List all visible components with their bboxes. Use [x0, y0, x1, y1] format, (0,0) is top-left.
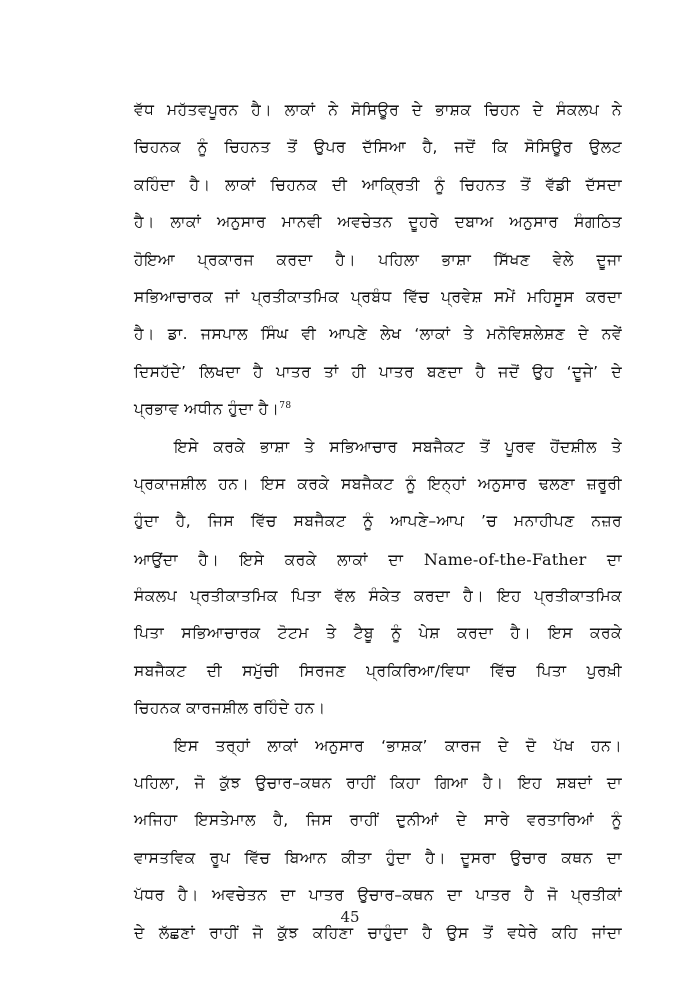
text-line: ਚਿਹਨਕ ਨੂੰ ਚਿਹਨਤ ਤੋਂ ਉਪਰ ਦੱਸਿਆ ਹੈ, ਜਦੋਂ ਕਿ ਸੋਸਿਊਰ ਉਲਟ — [134, 138, 622, 157]
text-span: ਦਾ — [606, 550, 623, 569]
text-line: ਪ੍ਰਕਾਜਸ਼ੀਲ ਹਨ। ਇਸ ਕਰਕੇ ਸਬਜੈਕਟ ਨੂੰ ਇਨ੍ਹਾਂ ਅਨੁਸਾਰ ਢਲਣਾ ਜ਼ਰੂਰੀ — [134, 474, 622, 493]
text-line: ਹੈ। ਡਾ. ਜਸਪਾਲ ਸਿੰਘ ਵੀ ਆਪਣੇ ਲੇਖ ‘ਲਾਕਾਂ ਤੇ ਮਨੋਵਿਸ਼ਲੇਸ਼ਣ ਦੇ ਨਵੇਂ — [134, 325, 622, 344]
text-span: ਆਉਂਦਾ ਹੈ। ਇਸੇ ਕਰਕੇ ਲਾਕਾਂ ਦਾ — [134, 550, 404, 569]
text-line: ਹੈ। ਲਾਕਾਂ ਅਨੁਸਾਰ ਮਾਨਵੀ ਅਵਚੇਤਨ ਦੂਹਰੇ ਦਬਾਅ ਅਨੁਸਾਰ ਸੰਗਠਿਤ — [134, 213, 622, 232]
paragraph-start-line: ਇਸੇ ਕਰਕੇ ਭਾਸ਼ਾ ਤੇ ਸਭਿਆਚਾਰ ਸਬਜੈਕਟ ਤੋਂ ਪੂਰਵ ਹੋਂਦਸ਼ੀਲ ਤੇ — [174, 437, 622, 456]
text-line: ਵਾਸਤਵਿਕ ਰੂਪ ਵਿੱਚ ਬਿਆਨ ਕੀਤਾ ਹੁੰਦਾ ਹੈ। ਦੂਸਰਾ ਉਚਾਰ ਕਥਨ ਦਾ — [134, 848, 622, 867]
text-line: ਦੇ ਲੱਛਣਾਂ ਰਾਹੀਂ ਜੋ ਕੁੱਝ ਕਹਿਣਾ ਚਾਹੁੰਦਾ ਹੈ ਉਸ ਤੋਂ ਵਧੇਰੇ ਕਹਿ ਜਾਂਦਾ — [134, 923, 622, 942]
text-line: ਪਹਿਲਾ, ਜੋ ਕੁੱਝ ਉਚਾਰ–ਕਥਨ ਰਾਹੀਂ ਕਿਹਾ ਗਿਆ ਹੈ। ਇਹ ਸ਼ਬਦਾਂ ਦਾ — [134, 774, 622, 793]
text-span: ਪ੍ਰਭਾਵ ਅਧੀਨ ਹੁੰਦਾ ਹੈ। — [134, 400, 280, 419]
text-line: ਕਹਿੰਦਾ ਹੈ। ਲਾਕਾਂ ਚਿਹਨਕ ਦੀ ਆਕ੍ਰਿਤੀ ਨੂੰ ਚਿਹਨਤ ਤੋਂ ਵੱਡੀ ਦੱਸਦਾ — [134, 175, 622, 194]
text-line: ਦਿਸਹੱਦੇ’ ਲਿਖਦਾ ਹੈ ਪਾਤਰ ਤਾਂ ਹੀ ਪਾਤਰ ਬਣਦਾ ਹੈ ਜਦੋਂ ਉਹ ‘ਦੂਜੇ’ ਦੇ — [134, 362, 622, 381]
paragraph-end-line — [134, 391, 622, 428]
text-line: ਪਿਤਾ ਸਭਿਆਚਾਰਕ ਟੋਟਮ ਤੇ ਟੈਬੂ ਨੂੰ ਪੇਸ਼ ਕਰਦਾ ਹੈ। ਇਸ ਕਰਕੇ — [134, 624, 622, 643]
text-line: ਸਬਜੈਕਟ ਦੀ ਸਮੁੱਚੀ ਸਿਰਜਣ ਪ੍ਰਕਿਰਿਆ/ਵਿਧਾ ਵਿੱਚ ਪਿਤਾ ਪੁਰਖ਼ੀ — [134, 661, 622, 680]
text-line: ਹੁੰਦਾ ਹੈ, ਜਿਸ ਵਿੱਚ ਸਬਜੈਕਟ ਨੂੰ ਆਪਣੇ–ਆਪ ’ਚ ਮਨਾਹੀਪਣ ਨਜ਼ਰ — [134, 512, 622, 531]
text-line: ਵੱਧ ਮਹੱਤਵਪੂਰਨ ਹੈ। ਲਾਕਾਂ ਨੇ ਸੋਸਿਊਰ ਦੇ ਭਾਸ਼ਕ ਚਿਹਨ ਦੇ ਸੰਕਲਪ ਨੇ — [134, 101, 622, 119]
text-line: ਸੰਕਲਪ ਪ੍ਰਤੀਕਾਤਮਿਕ ਪਿਤਾ ਵੱਲ ਸੰਕੇਤ ਕਰਦਾ ਹੈ। ਇਹ ਪ੍ਰਤੀਕਾਤਮਿਕ — [134, 587, 622, 606]
paragraph-end-line: ਚਿਹਨਕ ਕਾਰਜਸ਼ੀਲ ਰਹਿੰਦੇ ਹਨ। — [134, 699, 326, 718]
page-number: 45 — [340, 908, 360, 926]
paragraph-start-line: ਇਸ ਤਰ੍ਹਾਂ ਲਾਕਾਂ ਅਨੁਸਾਰ ‘ਭਾਸ਼ਕ’ ਕਾਰਜ ਦੇ ਦੋ ਪੱਖ ਹਨ। — [174, 736, 622, 755]
text-line: ਹੋਇਆ ਪ੍ਰਕਾਰਜ ਕਰਦਾ ਹੈ। ਪਹਿਲਾ ਭਾਸ਼ਾ ਸਿੱਖਣ ਵੇਲੇ ਦੂਜਾ — [134, 250, 622, 269]
body-text — [134, 92, 622, 952]
latin-term: Name-of-the-Father — [423, 549, 587, 569]
footnote-marker: 78 — [279, 401, 292, 412]
text-line: ਸਭਿਆਚਾਰਕ ਜਾਂ ਪ੍ਰਤੀਕਾਤਮਿਕ ਪ੍ਰਬੰਧ ਵਿੱਚ ਪ੍ਰਵੇਸ਼ ਸਮੇਂ ਮਹਿਸੂਸ ਕਰਦਾ — [134, 287, 622, 306]
text-line: ਪੱਧਰ ਹੈ। ਅਵਚੇਤਨ ਦਾ ਪਾਤਰ ਉਚਾਰ–ਕਥਨ ਦਾ ਪਾਤਰ ਹੈ ਜੋ ਪ੍ਰਤੀਕਾਂ — [134, 886, 622, 905]
text-line: ਅਜਿਹਾ ਇਸਤੇਮਾਲ ਹੈ, ਜਿਸ ਰਾਹੀਂ ਦੁਨੀਆਂ ਦੇ ਸਾਰੇ ਵਰਤਾਰਿਆਂ ਨੂੰ — [134, 811, 622, 830]
text-line — [134, 541, 622, 578]
